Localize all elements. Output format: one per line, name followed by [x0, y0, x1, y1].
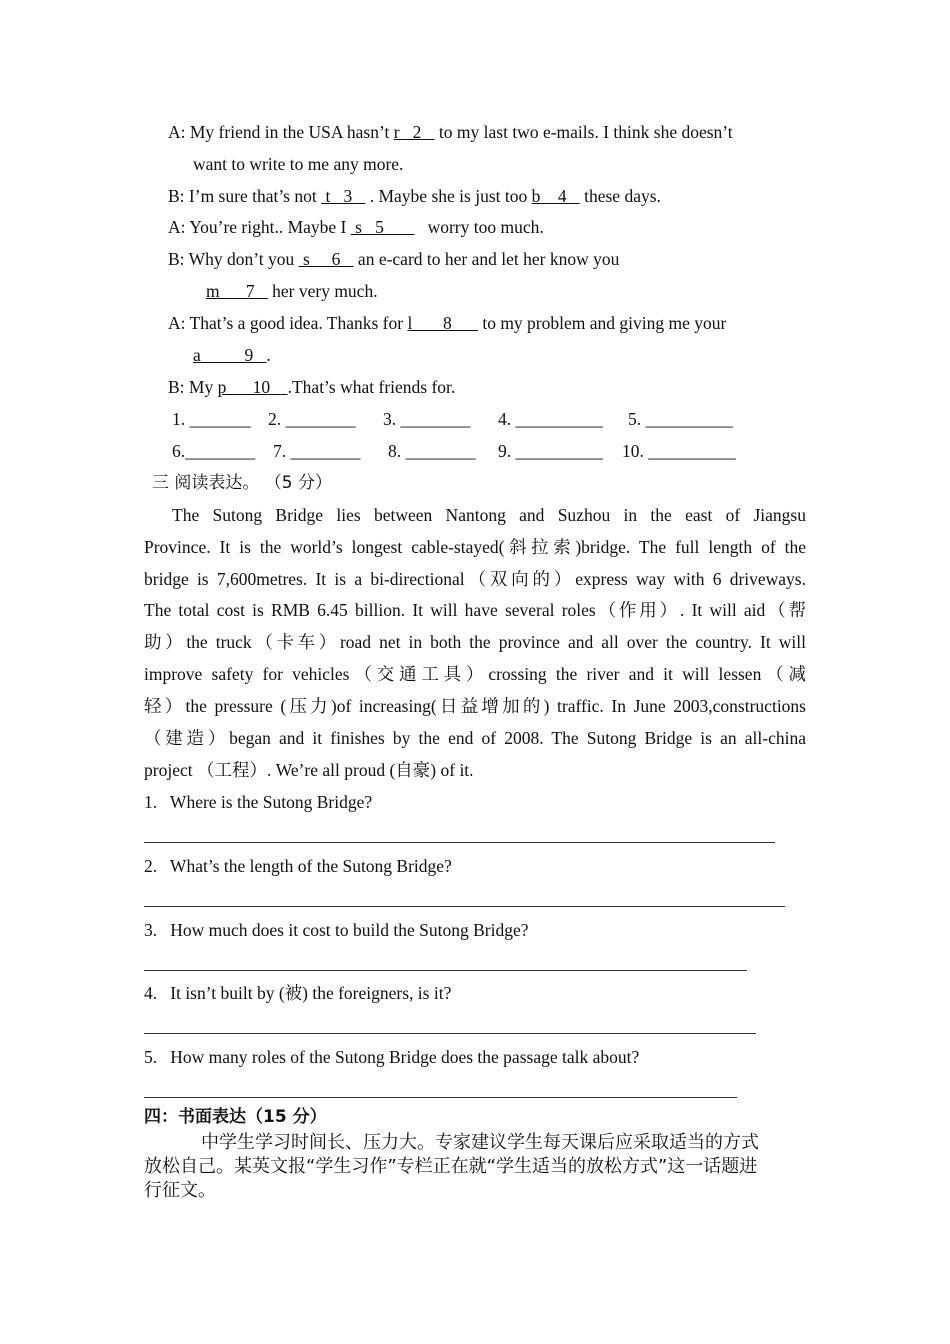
blank-4[interactable]: b 4 [531, 186, 580, 206]
dialogue-text: to my last two e-mails. I think she doesn’t [434, 122, 733, 142]
question-4: 4. It isn’t built by (被) the foreigners, is it? [144, 983, 452, 1003]
dialogue-text: B: I’m sure that’s not [168, 186, 322, 206]
passage-line: The total cost is RMB 6.45 billion. It will have several roles（作用）. It will aid（帮 [144, 600, 806, 620]
blank-7[interactable]: m 7 [206, 281, 268, 301]
writing-prompt-line: 中学生学习时间长、压力大。专家建议学生每天课后应采取适当的方式 [201, 1132, 759, 1153]
answer-slot-7[interactable]: 7. ________ [273, 441, 361, 461]
dialogue-text: an e-card to her and let her know you [353, 249, 620, 269]
answer-slot-9[interactable]: 9. __________ [498, 441, 603, 461]
dialogue-line-1b: want to write to me any more. [193, 154, 404, 174]
blank-3[interactable]: t 3 [321, 186, 366, 206]
blank-5[interactable]: s 5 [350, 217, 415, 237]
dialogue-line-4b [206, 280, 378, 302]
blank-8[interactable]: l 8 [407, 313, 478, 333]
answer-row-2 [172, 440, 736, 462]
passage-line: 轻）the pressure (压力)of increasing(日益增加的) traffic. In June 2003,constructions [144, 696, 806, 716]
writing-prompt-line: 放松自己。某英文报“学生习作”专栏正在就“学生适当的放松方式”这一话题进 [144, 1156, 758, 1177]
answer-slot-4[interactable]: 4. __________ [498, 409, 603, 429]
dialogue-text: worry too much. [414, 217, 544, 237]
question-2: 2. What’s the length of the Sutong Bridge? [144, 856, 452, 876]
passage-line: bridge is 7,600metres. It is a bi-directional（双向的）express way with 6 driveways. [144, 569, 806, 589]
dialogue-line-2 [168, 185, 661, 207]
writing-prompt-line: 行征文。 [144, 1180, 216, 1201]
dialogue-text: .That’s what friends for. [287, 377, 456, 397]
blank-2[interactable]: r 2 [393, 122, 435, 142]
answer-slot-2[interactable]: 2. ________ [268, 409, 356, 429]
dialogue-text: A: That’s a good idea. Thanks for [168, 313, 408, 333]
dialogue-line-5b [193, 344, 271, 366]
answer-line-2[interactable] [144, 906, 785, 907]
section-3-heading: 三 阅读表达。 （5 分） [152, 473, 333, 493]
dialogue-text: B: My [168, 377, 218, 397]
dialogue-text: A: You’re right.. Maybe I [168, 217, 351, 237]
dialogue-text: A: My friend in the USA hasn’t [168, 122, 394, 142]
passage-line: The Sutong Bridge lies between Nantong and Suzhou in the east of Jiangsu [172, 505, 806, 525]
blank-6[interactable]: s 6 [298, 249, 354, 269]
dialogue-text: her very much. [267, 281, 378, 301]
dialogue-line-4 [168, 248, 619, 270]
answer-row-1 [172, 408, 733, 430]
dialogue-line-3 [168, 216, 544, 238]
answer-line-3[interactable] [144, 970, 747, 971]
answer-slot-10[interactable]: 10. __________ [622, 441, 736, 461]
passage-line: improve safety for vehicles（交通工具）crossing the river and it will lessen（减 [144, 664, 806, 684]
answer-slot-1[interactable]: 1. _______ [172, 409, 251, 429]
question-3: 3. How much does it cost to build the Sutong Bridge? [144, 920, 529, 940]
blank-9[interactable]: a 9 [193, 345, 267, 365]
answer-line-1[interactable] [144, 842, 775, 843]
answer-line-4[interactable] [144, 1033, 756, 1034]
dialogue-text: . [266, 345, 271, 365]
answer-line-5[interactable] [144, 1097, 737, 1098]
answer-slot-6[interactable]: 6.________ [172, 441, 256, 461]
dialogue-line-1 [168, 121, 733, 143]
question-5: 5. How many roles of the Sutong Bridge does the passage talk about? [144, 1047, 640, 1067]
passage-line: （建造）began and it finishes by the end of 2008. The Sutong Bridge is an all-china [144, 728, 806, 748]
answer-slot-5[interactable]: 5. __________ [628, 409, 733, 429]
question-1: 1. Where is the Sutong Bridge? [144, 792, 373, 812]
dialogue-text: to my problem and giving me your [477, 313, 727, 333]
passage-line: project （工程）. We’re all proud (自豪) of it. [144, 760, 474, 780]
dialogue-line-6 [168, 376, 455, 398]
blank-10[interactable]: p 10 [217, 377, 288, 397]
answer-slot-8[interactable]: 8. ________ [388, 441, 476, 461]
dialogue-text: these days. [579, 186, 661, 206]
passage-line: Province. It is the world’s longest cable-stayed(斜拉索)bridge. The full length of the [144, 537, 806, 557]
dialogue-line-5 [168, 312, 726, 334]
dialogue-text: B: Why don’t you [168, 249, 299, 269]
answer-slot-3[interactable]: 3. ________ [383, 409, 471, 429]
passage-line: 助）the truck（卡车）road net in both the province and all over the country. It will [144, 632, 806, 652]
dialogue-text: . Maybe she is just too [365, 186, 532, 206]
section-4-heading: 四：书面表达（15 分） [144, 1107, 327, 1127]
